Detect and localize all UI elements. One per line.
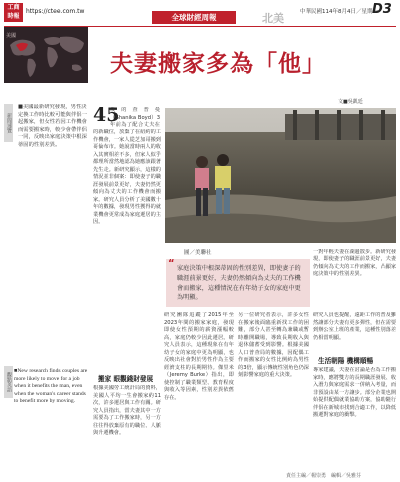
summary-rail-label: 新聞速覽 <box>4 104 13 142</box>
article-lead: 歲的查普曼（Shanika Boyd）3年前為了配合丈夫在 <box>110 107 160 128</box>
drop-cap: 45 <box>93 104 120 126</box>
english-summary-text: ■New research finds couples are more likely to move for a job when it benefits the man, even when the woman's career stands to benefit more by moving. <box>14 368 88 405</box>
quote-mark-icon: “ <box>168 258 175 269</box>
logo-line-2: 時報 <box>7 13 20 20</box>
world-map-icon <box>4 27 88 83</box>
newspaper-logo <box>4 3 23 22</box>
article-column-1: 的新職位，放棄了在紐約的工作機會，一家人從芝加哥搬到哥倫布市。她說當時兩人的收入其實相差不多，但家人似乎都理所當然地認為她應該跟著先生走。新研究顯示，這樣的情況並非個案：即使妻子的職涯發展前景更好，夫妻仍然更傾向為丈夫的工作機會而搬家。研究人員分析了美國數十年的數據，發現男性獲得的就業機會更常成為家庭遷居的主因。 <box>93 129 161 225</box>
byline: 文■吳凱廷 <box>338 99 363 105</box>
region-label: 北美 <box>262 12 284 25</box>
article-subhead-2: 生活朝陽 機構順暢 <box>318 357 374 365</box>
page-number: D3 <box>372 2 392 17</box>
page-footer: 責任主編／楊崇勇 編輯／吳雅芬 <box>286 473 362 479</box>
article-column-2: 研究團隊追蹤了2015年至2023年間的搬家家庭，發現即使女性預期的薪資漲幅較高，家庭仍較少因此遷居。研究人員表示，這種現象在有年幼子女的家庭中更為明顯，也反映出社會對於男性作為主要經濟支柱的長期期待。傑里米（Jeremy Burke）指出，即使控制了職業類型、教育程度與收入等因素，性別差異依舊存在。 <box>164 312 234 401</box>
news-photo <box>165 108 396 243</box>
issue-date: 中華民國114年8月4日／星期一 <box>300 9 378 15</box>
site-url[interactable]: https://ctee.com.tw <box>26 8 85 15</box>
english-rail-label: 觀點英語 <box>4 366 13 398</box>
couple-by-lake-photo <box>165 108 396 243</box>
logo-line-1: 工商 <box>7 4 20 11</box>
world-map-graphic <box>4 27 88 83</box>
article-column-4-top: 研究人員也提醒，遠距工作的普及雖然讓部分夫妻有更多彈性，但在需要到辦公室上班的產業，這種性別落差仍相當明顯。 <box>313 312 396 341</box>
photo-caption: 一對年輕夫妻在湖邊散步。新研究發現，即使妻子的職涯前景更好，夫妻仍傾向為丈夫的工作而搬家，凸顯家庭決策中的性別差異。 <box>313 249 396 278</box>
article-subhead: 搬家 眼觀錢財發展 <box>98 375 154 383</box>
headline: 夫妻搬家多為「他」 <box>110 50 326 77</box>
section-tab: 全球財經周報 <box>152 11 236 24</box>
photo-credit: 圖／美聯社 <box>184 250 212 256</box>
pull-quote-text: 家庭決策中根深蒂固的性別差異，即使妻子的職涯前景更好，夫妻仍然傾向為丈夫的工作機會而搬家，這種情況在有年幼子女的家庭中更為明顯。 <box>177 265 301 302</box>
map-label: 美國 <box>6 33 17 39</box>
article-column-1-lower: 根據美國勞工統計局的資料，美國人平均一生會搬家約11次，許多遷居與工作有關。研究人員指出，當夫妻其中一方需要為了工作搬家時，另一方往往得放棄原有的職位、人脈與升遷機會。 <box>93 385 161 436</box>
article-column-4: 專家建議，夫妻在討論是否為工作搬家時，應將雙方的長期職涯發展、收入潛力與家庭需求一併納入考量，而非預設由某一方讓步。部分企業也開始提供配偶就業協助方案，協助隨行伴侶在新城市找到合適工作，以降低搬遷對家庭的衝擊。 <box>313 367 396 418</box>
article-column-3: 另一位研究者表示，許多女性在搬家後面臨重新找工作的困難，部分人甚至轉為兼職或暫時離開職場，導致長期收入與退休儲蓄受到影響。根據美國人口普查局的數據，因配偶工作而搬家的女性比例約為男性的3倍，顯示傳統性別角色仍深刻影響家庭的重大決策。 <box>238 312 309 378</box>
summary-text: ■美國最新研究發現，男性決定換工作時比較可能與伴侶一起搬家，但女性若因工作機會而需要搬家時，較少會帶伴侶一同，反映出家庭決策中根深蒂固的性別差異。 <box>18 104 87 148</box>
